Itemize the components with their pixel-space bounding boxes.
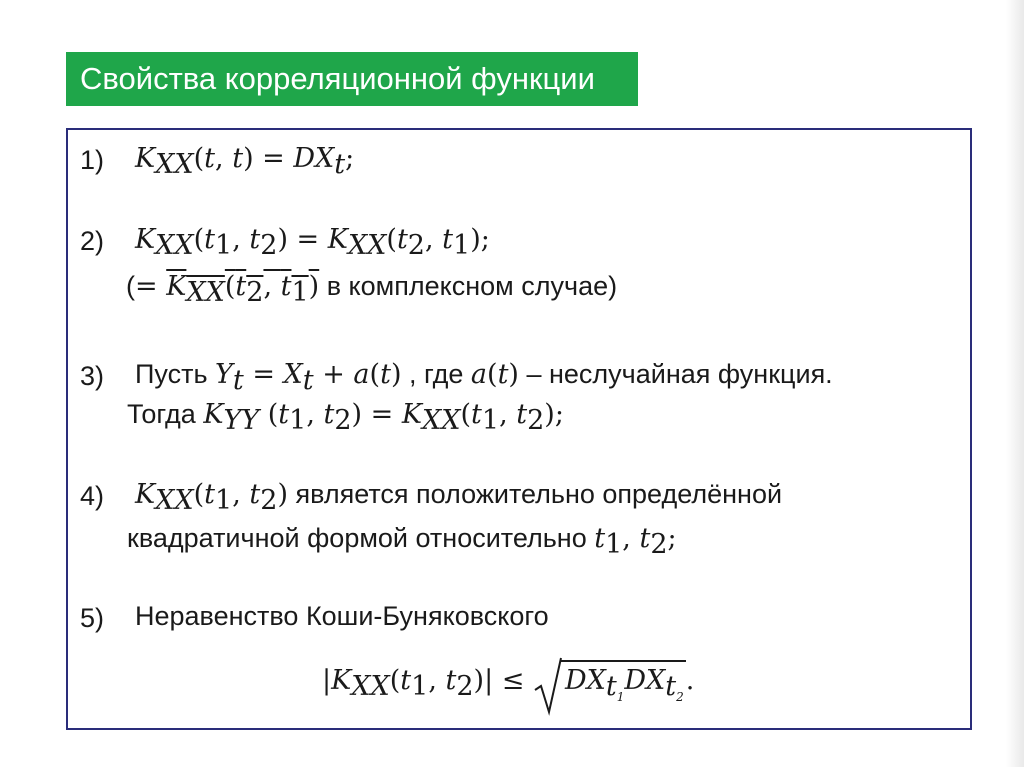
item-4-line-2-prefix: квадратичной формой относительно [127, 523, 595, 553]
item-4-text-1: является положительно определённой [287, 479, 783, 509]
item-3-number: 3) [80, 361, 105, 391]
item-4-number: 4) [80, 481, 105, 511]
square-root: $DX_{t_1}DX_{t_2}$ [533, 660, 686, 697]
note-suffix: в комплексном случае) [319, 271, 618, 301]
item-3-text-2: , где [401, 359, 471, 389]
item-3-line-2: Тогда $K_{YY}$ ($t_1$, $t_2) = K_{XX}(t_1$, $t_2$); [127, 399, 564, 436]
item-1-formula: $K_{XX}(t$, $t) = DX_t$; [135, 143, 355, 180]
item-3-text-1: Пусть [135, 359, 216, 389]
item-5-text: Неравенство Коши-Буняковского [135, 601, 549, 631]
note-open-paren: ( [126, 271, 135, 301]
item-3-line-2-prefix: Тогда [127, 399, 204, 429]
item-5-number: 5) [80, 603, 105, 633]
item-1-number: 1) [80, 145, 105, 175]
item-2-formula: $K_{XX}(t_1$, $t_2) = K_{XX}(t_2$, $t_1$); [135, 224, 490, 261]
cauchy-schwarz-inequality: $|K_{XX}(t_1$, $t_2)|$ ≤ $DX_{t_1}DX_{t_2}$. [322, 660, 694, 697]
item-3-line-1: Пусть $Y_t = X_t + a(t)$ , где a(t) – неслучайная функция. [135, 359, 833, 396]
slide-edge-shade [1006, 0, 1024, 767]
item-2-number: 2) [80, 226, 105, 256]
item-3-text-3: – неслучайная функция. [518, 359, 833, 389]
item-4-line-1: $K_{XX}(t_1$, $t_2$) является положительно определённой [135, 479, 783, 516]
item-2-complex-note: (= $K_{XX}(t_2$, $t_1$) в комплексном случае) [126, 271, 618, 308]
slide-title: Свойства корреляционной функции [66, 52, 638, 106]
item-4-line-2: квадратичной формой относительно $t_1$, $t_2$; [127, 523, 677, 560]
